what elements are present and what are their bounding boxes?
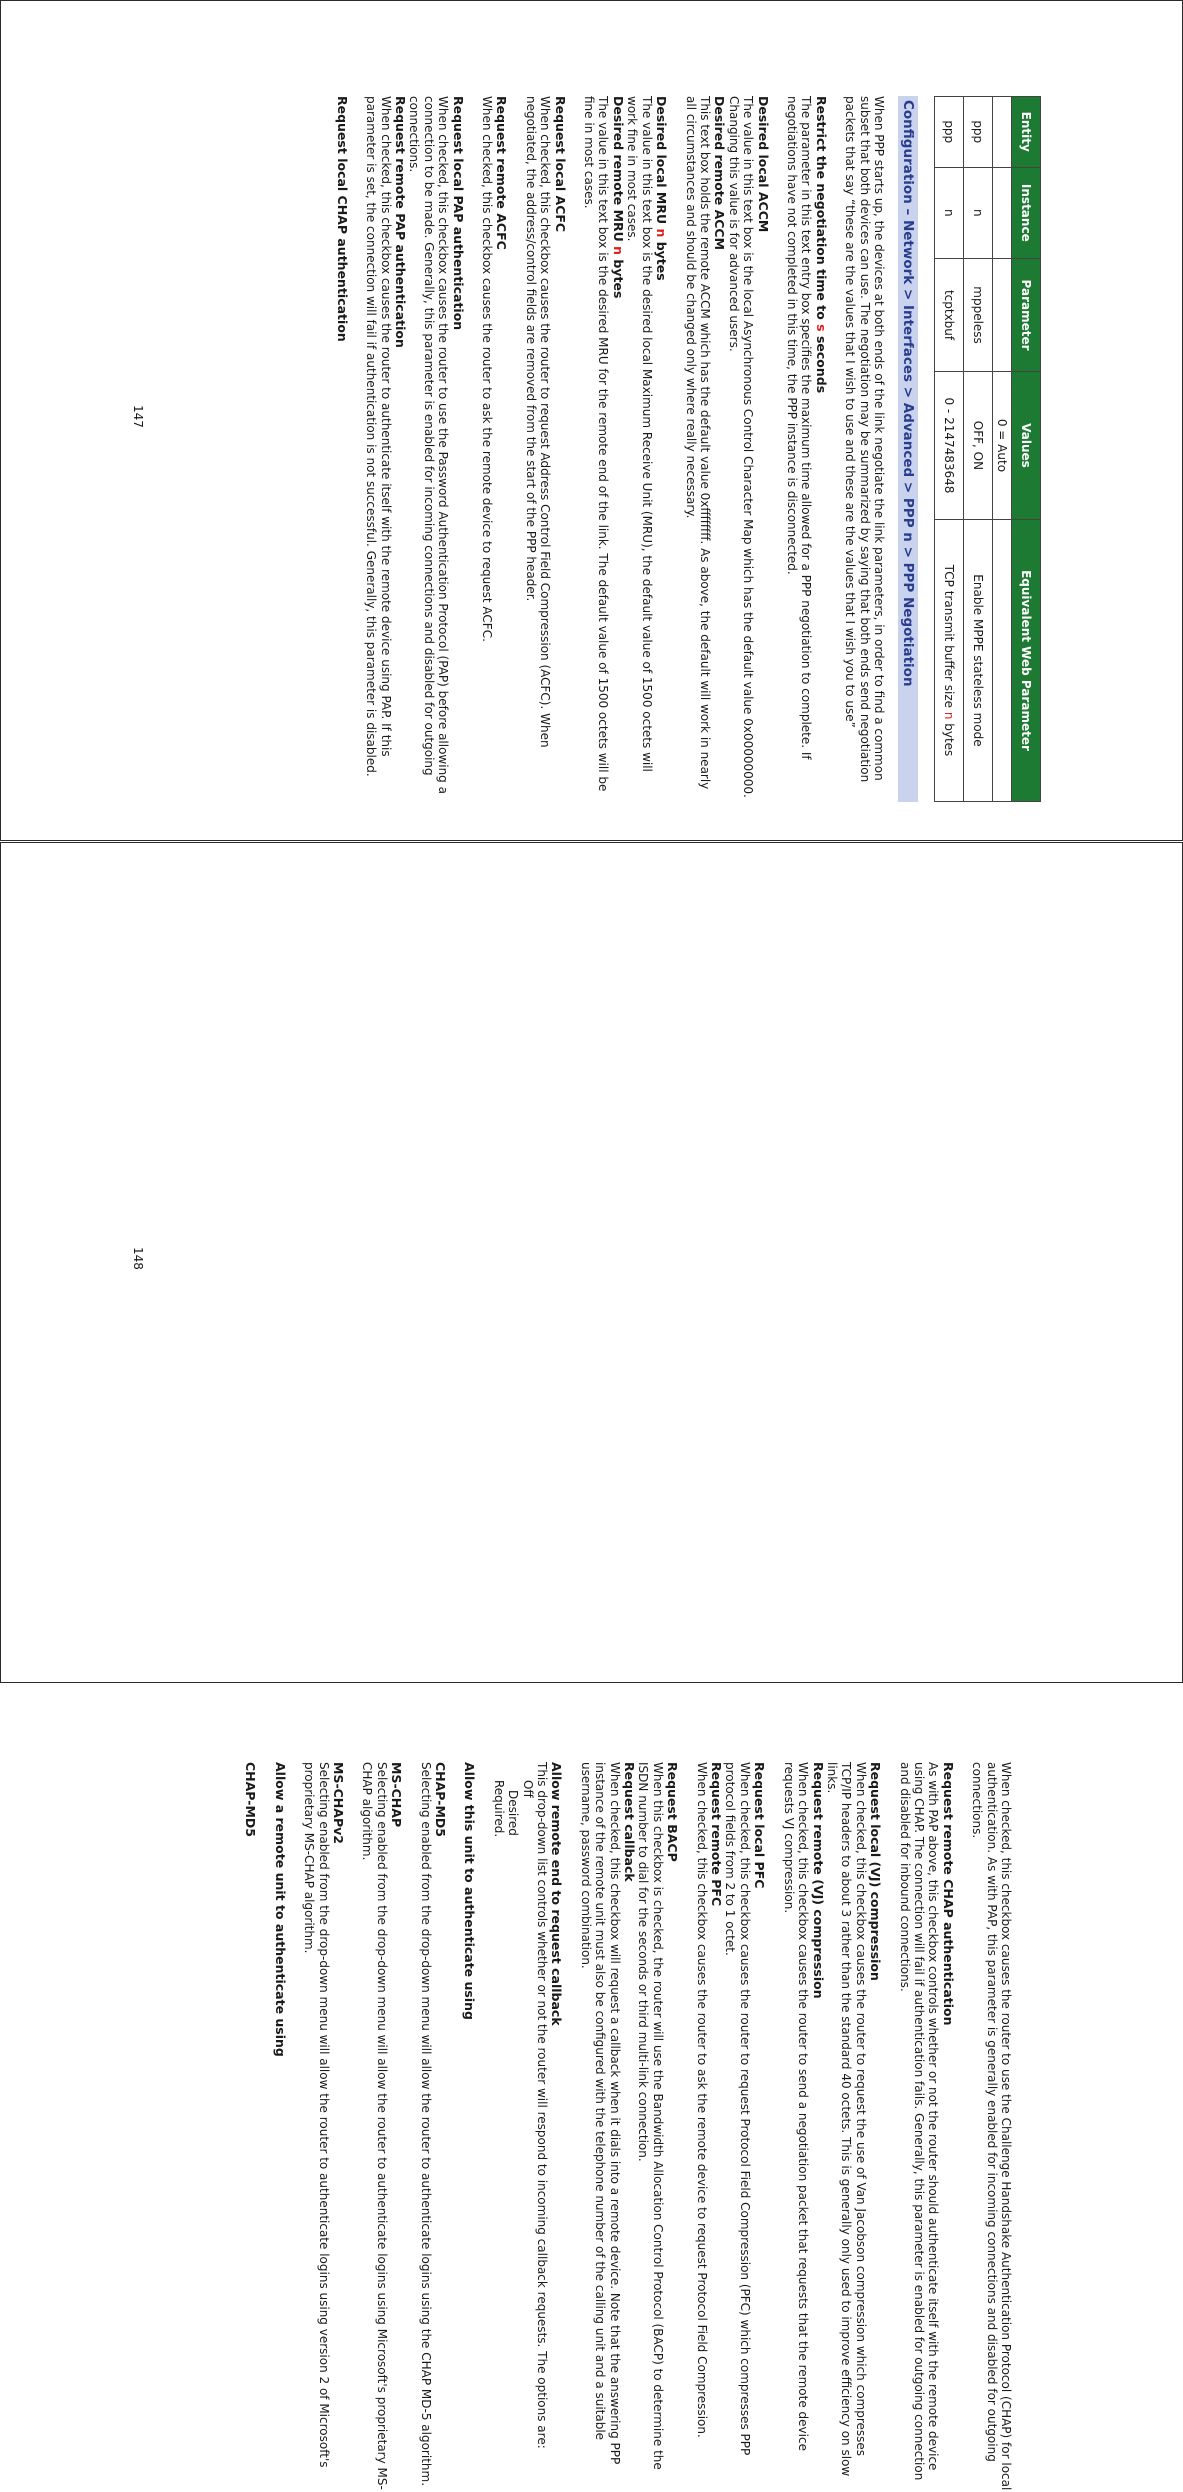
- page-number: 148: [131, 1247, 145, 1270]
- body-request-local-pap: When checked, this checkbox causes the router to use the Password Authentication Protocol (PAP) before allowing a connection to be made. Generally, this parameter is enabled for incoming connections and disabled for outgoing connections.: [407, 96, 451, 794]
- table-cell: [993, 97, 1012, 168]
- parameter-table: [934, 96, 1041, 802]
- heading-ms-chap: MS-CHAP: [389, 1762, 405, 1828]
- table-header-cell: Entity: [1012, 97, 1041, 168]
- heading-desired-remote-accm: Desired remote ACCM: [712, 96, 728, 251]
- table-cell: Enable MPPE stateless mode: [964, 519, 993, 801]
- table-cell: tcptxbuf: [935, 259, 964, 372]
- table-header-row: [1012, 97, 1041, 802]
- heading-restrict-negotiation-time: Restrict the negotiation time to s seconds: [813, 96, 829, 394]
- heading-request-bacp: Request BACP: [665, 1762, 681, 1862]
- option-off: Off: [520, 1780, 535, 1798]
- table-cell: n: [935, 167, 964, 259]
- page-147-content: [334, 96, 1041, 802]
- heading-request-local-pfc: Request local PFC: [752, 1762, 768, 1889]
- table-header-cell: Values: [1012, 371, 1041, 519]
- body-desired-remote-accm: This text box holds the remote ACCM which has the default value 0xffffffff. As above, the default will work in nearly all circumstances and should be changed only where really necessary.: [683, 96, 712, 790]
- intro-paragraph: When PPP starts up, the devices at both ends of the link negotiate the link parameters, in order to find a common subset that both devices can use. The negotiation may be summarized by saying that both ends send negotiation packets that say “these are the values that I wish to use and these are the values that I wish you to use”: [843, 96, 886, 783]
- body-ms-chapv2: Selecting enabled from the drop-down menu will allow the router to authenticate logins using version 2 of Microsoft's proprietary MS-CHAP algorithm.: [302, 1762, 331, 2468]
- table-cell: ppp: [964, 97, 993, 168]
- heading-chap-md5: CHAP-MD5: [433, 1762, 448, 1837]
- table-header-cell: Instance: [1012, 167, 1041, 259]
- heading-allow-remote-unit: Allow a remote unit to authenticate using: [272, 1762, 288, 2057]
- table-cell: mppeless: [964, 259, 993, 372]
- body-restrict-negotiation-time: The parameter in this text entry box specifies the maximum time allowed for a PPP negotiation to complete. If negotiations have not completed in this time, the PPP instance is disconnected.: [784, 96, 814, 760]
- body-desired-local-accm: The value in this text box is the local Asynchronous Control Character Map which has the default value 0x00000000. Changing this value is for advanced users.: [726, 96, 756, 798]
- page-number: 147: [131, 405, 145, 428]
- heading-request-remote-pfc: Request remote PFC: [709, 1762, 725, 1907]
- body-request-remote-pfc: When checked, this checkbox causes the router to ask the remote device to request Protocol Field Compression.: [694, 1762, 709, 2438]
- table-cell: 0 = Auto: [993, 371, 1012, 519]
- heading-request-remote-vj: Request remote (VJ) compression: [810, 1762, 826, 1999]
- table-cell-tcptxbuf-desc: TCP transmit buffer size n bytes: [935, 519, 964, 801]
- body-request-remote-chap: As with PAP above, this checkbox controls whether or not the router should authenticate itself with the remote device using CHAP. The connection will fail if authentication fails. Generally, this parameter is enabled for outgoing connection and disabled for inbound connections.: [897, 1762, 941, 2481]
- section-title: Configuration – Network > Interfaces > Advanced > PPP n > PPP Negotiation: [898, 96, 918, 802]
- heading-request-local-acfc: Request local ACFC: [552, 96, 568, 233]
- heading-request-remote-chap: Request remote CHAP authentication: [940, 1762, 956, 2026]
- table-cell: [993, 519, 1012, 801]
- body-request-remote-acfc: When checked, this checkbox causes the router to ask the remote device to request ACFC.: [480, 96, 495, 642]
- body-request-callback: When checked, this checkbox will request a callback when it dials into a remote device. Note that the answering PPP instance of the remote unit must also be configured with the telephone number of the calling unit and a suitable username, password combination.: [578, 1762, 622, 2465]
- body-ms-chap: Selecting enabled from the drop-down menu will allow the router to authenticate logins using Microsoft's proprietary MS-CHAP algorithm.: [360, 1762, 389, 2490]
- table-row: [964, 97, 993, 802]
- table-cell: n: [964, 167, 993, 259]
- page-148-content: [243, 1762, 1013, 2492]
- heading-request-local-chap: Request local CHAP authentication: [334, 96, 350, 342]
- body-request-remote-pap: When checked, this checkbox causes the router to authenticate itself with the remote device using PAP. If this parameter is set, the connection will fail if authentication is not successful. Generally, this parameter is disabled.: [364, 96, 393, 777]
- table-cell: [993, 167, 1012, 259]
- heading-allow-this-unit: Allow this unit to authenticate using: [462, 1762, 478, 2020]
- heading-request-remote-acfc: Request remote ACFC: [494, 96, 510, 250]
- table-cell: ppp: [935, 97, 964, 168]
- body-request-local-acfc: When checked, this checkbox causes the router to request Address Control Field Compression (ACFC). When negotiated, the address/control fields are removed from the start of the PPP header.: [523, 96, 553, 748]
- body-allow-remote-callback: This drop-down list controls whether or not the router will respond to incoming callback requests. The options are:: [535, 1762, 550, 2449]
- table-cell: OFF, ON: [964, 371, 993, 519]
- table-row: [993, 97, 1012, 802]
- table-row: [935, 97, 964, 802]
- heading-request-callback: Request callback: [622, 1762, 638, 1882]
- body-request-local-vj: When checked, this checkbox causes the router to request the use of Van Jacobson compression which compresses TCP/IP headers to about 3 rather than the standard 40 octets. This is generally only used to improve efficiency on slow links.: [824, 1762, 868, 2477]
- table-header-cell: Equivalent Web Parameter: [1012, 519, 1041, 801]
- body-chap-md5: Selecting enabled from the drop-down menu will allow the router to authenticate logins using the CHAP MD-5 algorithm.: [418, 1762, 433, 2487]
- heading-chap-md5-remote: CHAP-MD5: [243, 1762, 259, 1837]
- page-sheet-147: [0, 0, 1183, 841]
- table-cell: [993, 259, 1012, 372]
- option-desired: Desired: [506, 1790, 521, 1836]
- heading-request-remote-pap: Request remote PAP authentication: [393, 96, 409, 348]
- body-desired-remote-mru: The value in this text box is the desired MRU for the remote end of the link. The default value of 1500 octets will be fine in most cases.: [582, 96, 611, 792]
- body-request-bacp: When this checkbox is checked, the router will use the Bandwidth Allocation Control Protocol (BACP) to determine the ISDN number to dial for the seconds or third multi-link connection.: [636, 1762, 665, 2470]
- page-sheet-148: [0, 842, 1183, 2491]
- table-cell: 0 - 2147483648: [935, 371, 964, 519]
- body-desired-local-mru: The value in this text box is the desired local Maximum Receive Unit (MRU), the default value of 1500 octets will work fine in most cases.: [625, 96, 654, 772]
- body-request-local-chap-cont: When checked, this checkbox causes the router to use the Challenge Handshake Authentication Protocol (CHAP) for local authentication. As with PAP, this parameter is generally enabled for incoming connections and disabled for outgoing connections.: [970, 1762, 1013, 2491]
- heading-request-local-pap: Request local PAP authentication: [450, 96, 466, 331]
- heading-desired-local-mru: Desired local MRU n bytes: [654, 96, 670, 281]
- body-request-local-pfc: When checked, this checkbox causes the router to request Protocol Field Compression (PFC) which compresses PPP protocol fields from 2 to 1 octet.: [723, 1762, 752, 2456]
- option-required: Required.: [491, 1780, 506, 1838]
- heading-desired-remote-mru: Desired remote MRU n bytes: [610, 96, 626, 299]
- heading-ms-chapv2: MS-CHAPv2: [330, 1762, 346, 1844]
- body-request-remote-vj: When checked, this checkbox causes the router to send a negotiation packet that requests that the remote device requests VJ compression.: [781, 1762, 811, 2451]
- heading-allow-remote-callback: Allow remote end to request callback: [549, 1762, 565, 2026]
- heading-request-local-vj: Request local (VJ) compression: [868, 1762, 884, 1981]
- table-header-cell: Parameter: [1012, 259, 1041, 372]
- heading-desired-local-accm: Desired local ACCM: [755, 96, 771, 233]
